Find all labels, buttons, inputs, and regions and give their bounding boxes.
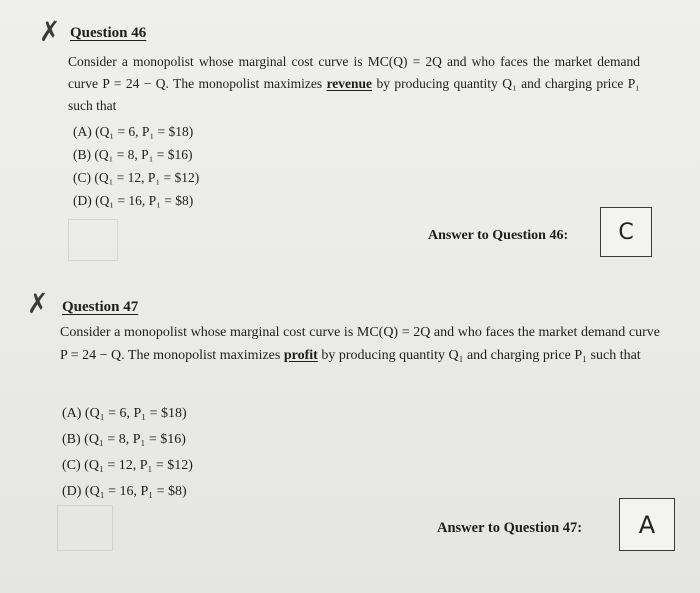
question-text-start: Consider a monopolist whose marginal cost curve is MC(Q) = 2Q and who faces the market demand curve P = 24 − Q. The monopolist maximizes [68,54,640,91]
option-c: (C) (Q₁ = 12, P₁ = $12) [73,170,200,185]
option-b: (B) (Q₁ = 8, P₁ = $16) [73,147,193,162]
bleed-through-mark [57,505,113,551]
question-text-end: by producing quantity Q₁ and charging price P₁ such that [317,348,641,363]
option-c: (C) (Q₁ = 12, P₁ = $12) [62,458,193,473]
question-text-end: by producing quantity Q₁ and charging price P₁ such that [68,76,640,113]
answer-box: A [619,498,675,551]
answer-label: Answer to Question 47: [437,520,583,536]
question-text [68,51,640,117]
question-keyword: profit [283,348,318,363]
bleed-through-mark [68,219,118,261]
answer-label: Answer to Question 46: [428,228,569,243]
option-b: (B) (Q₁ = 8, P₁ = $16) [62,432,186,447]
question-text-start: Consider a monopolist whose marginal cost curve is MC(Q) = 2Q and who faces the market demand curve P = 24 − Q. The monopolist maximizes [60,325,660,363]
wrong-x-mark-icon: ✗ [39,15,61,48]
option-a: (A) (Q₁ = 6, P₁ = $18) [62,406,187,421]
answer-options [73,120,199,212]
wrong-x-mark-icon: ✗ [27,287,49,320]
question-title: Question 46 [70,25,147,41]
option-d: (D) (Q₁ = 16, P₁ = $8) [62,484,187,499]
question-title: Question 47 [62,299,139,315]
question-text [60,321,660,367]
answer-box: C [600,207,652,257]
question-keyword: revenue [326,76,373,91]
option-a: (A) (Q₁ = 6, P₁ = $18) [73,124,194,139]
answer-options [62,401,193,505]
option-d: (D) (Q₁ = 16, P₁ = $8) [73,193,194,208]
